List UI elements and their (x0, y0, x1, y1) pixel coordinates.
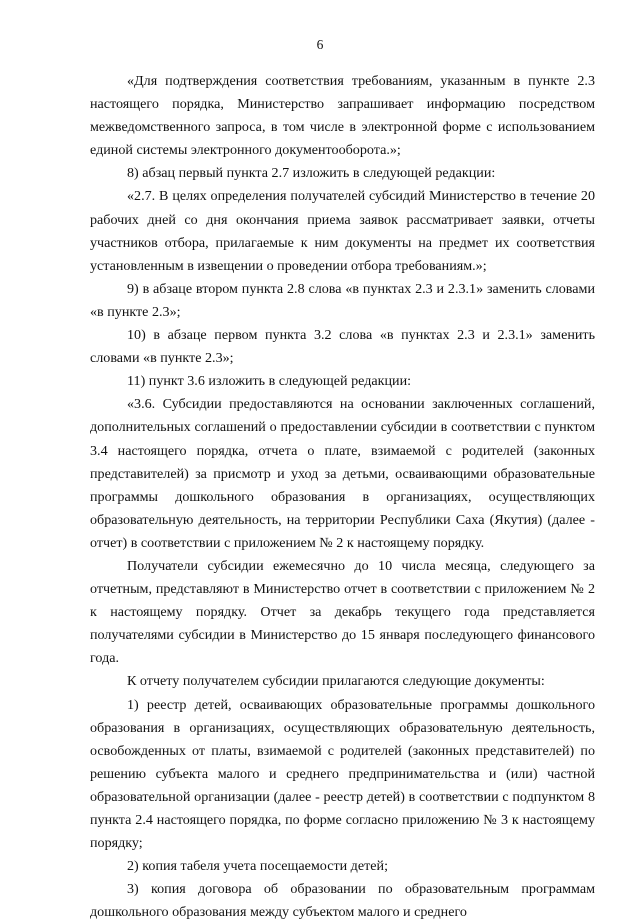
paragraph-doc-3-contract: 3) копия договора об образовании по образовательным программам дошкольного образования между субъектом малого и среднего (90, 881, 595, 921)
paragraph-interagency-request: «Для подтверждения соответствия требованиям, указанным в пункте 2.3 настоящего порядка, Министерство запрашивает информацию посредством межведомственного запроса, в том числе в электронной форме с использованием единой системы электронного документооборота.»; (90, 73, 595, 159)
paragraph-item-8: 8) абзац первый пункта 2.7 изложить в следующей редакции: (127, 165, 496, 182)
page-number: 6 (316, 37, 324, 52)
paragraph-item-11: 11) пункт 3.6 изложить в следующей редакции: (127, 373, 412, 390)
paragraph-doc-1-registry: 1) реестр детей, осваивающих образовательные программы дошкольного образования в организациях, осуществляющих образовательную деятельность, освобожденных от платы, взимаемой с родителей (законных представителей) по решению субъекта малого и среднего предпринимательства и (или) частной образовательной организации (далее - реестр детей) в соответствии с подпунктом 8 пункта 2.4 настоящего порядка, по форме согласно приложению № 3 к настоящему порядку; (90, 696, 595, 852)
paragraph-doc-2-attendance: 2) копия табеля учета посещаемости детей; (127, 858, 388, 875)
paragraph-monthly-report: Получатели субсидии ежемесячно до 10 числа месяца, следующего за отчетным, представляют в Министерство отчет в соответствии с приложением № 2 к настоящему порядку. Отчет за декабрь текущего года представляется получателями субсидии в Министерство до 15 января последующего финансового года. (90, 557, 595, 667)
paragraph-attached-documents: К отчету получателем субсидии прилагаются следующие документы: (127, 673, 545, 690)
paragraph-clause-3-6: «3.6. Субсидии предоставляются на основании заключенных соглашений, дополнительных соглашений о предоставлении субсидии в соответствии с пунктом 3.4 настоящего порядка, отчета о плате, взимаемой с родителей (законных представителей) за присмотр и уход за детьми, осваивающими образовательные программы дошкольного образования в организациях, осуществляющих образовательную деятельность, на территории Республики Саха (Якутия) (далее - отчет) в соответствии с приложением № 2 к настоящему порядку. (90, 396, 595, 551)
paragraph-item-10: 10) в абзаце первом пункта 3.2 слова «в пунктах 2.3 и 2.3.1» заменить словами «в пункте 2.3»; (90, 327, 595, 367)
paragraph-clause-2-7: «2.7. В целях определения получателей субсидий Министерство в течение 20 рабочих дней со дня окончания приема заявок рассматривает заявки, отчеты участников отбора, прилагаемые к ним документы на предмет их соответствия установленным в извещении о проведении отбора требованиям.»; (90, 188, 595, 274)
paragraph-item-9: 9) в абзаце втором пункта 2.8 слова «в пунктах 2.3 и 2.3.1» заменить словами «в пункте 2.3»; (90, 280, 595, 320)
document-body (90, 70, 595, 924)
